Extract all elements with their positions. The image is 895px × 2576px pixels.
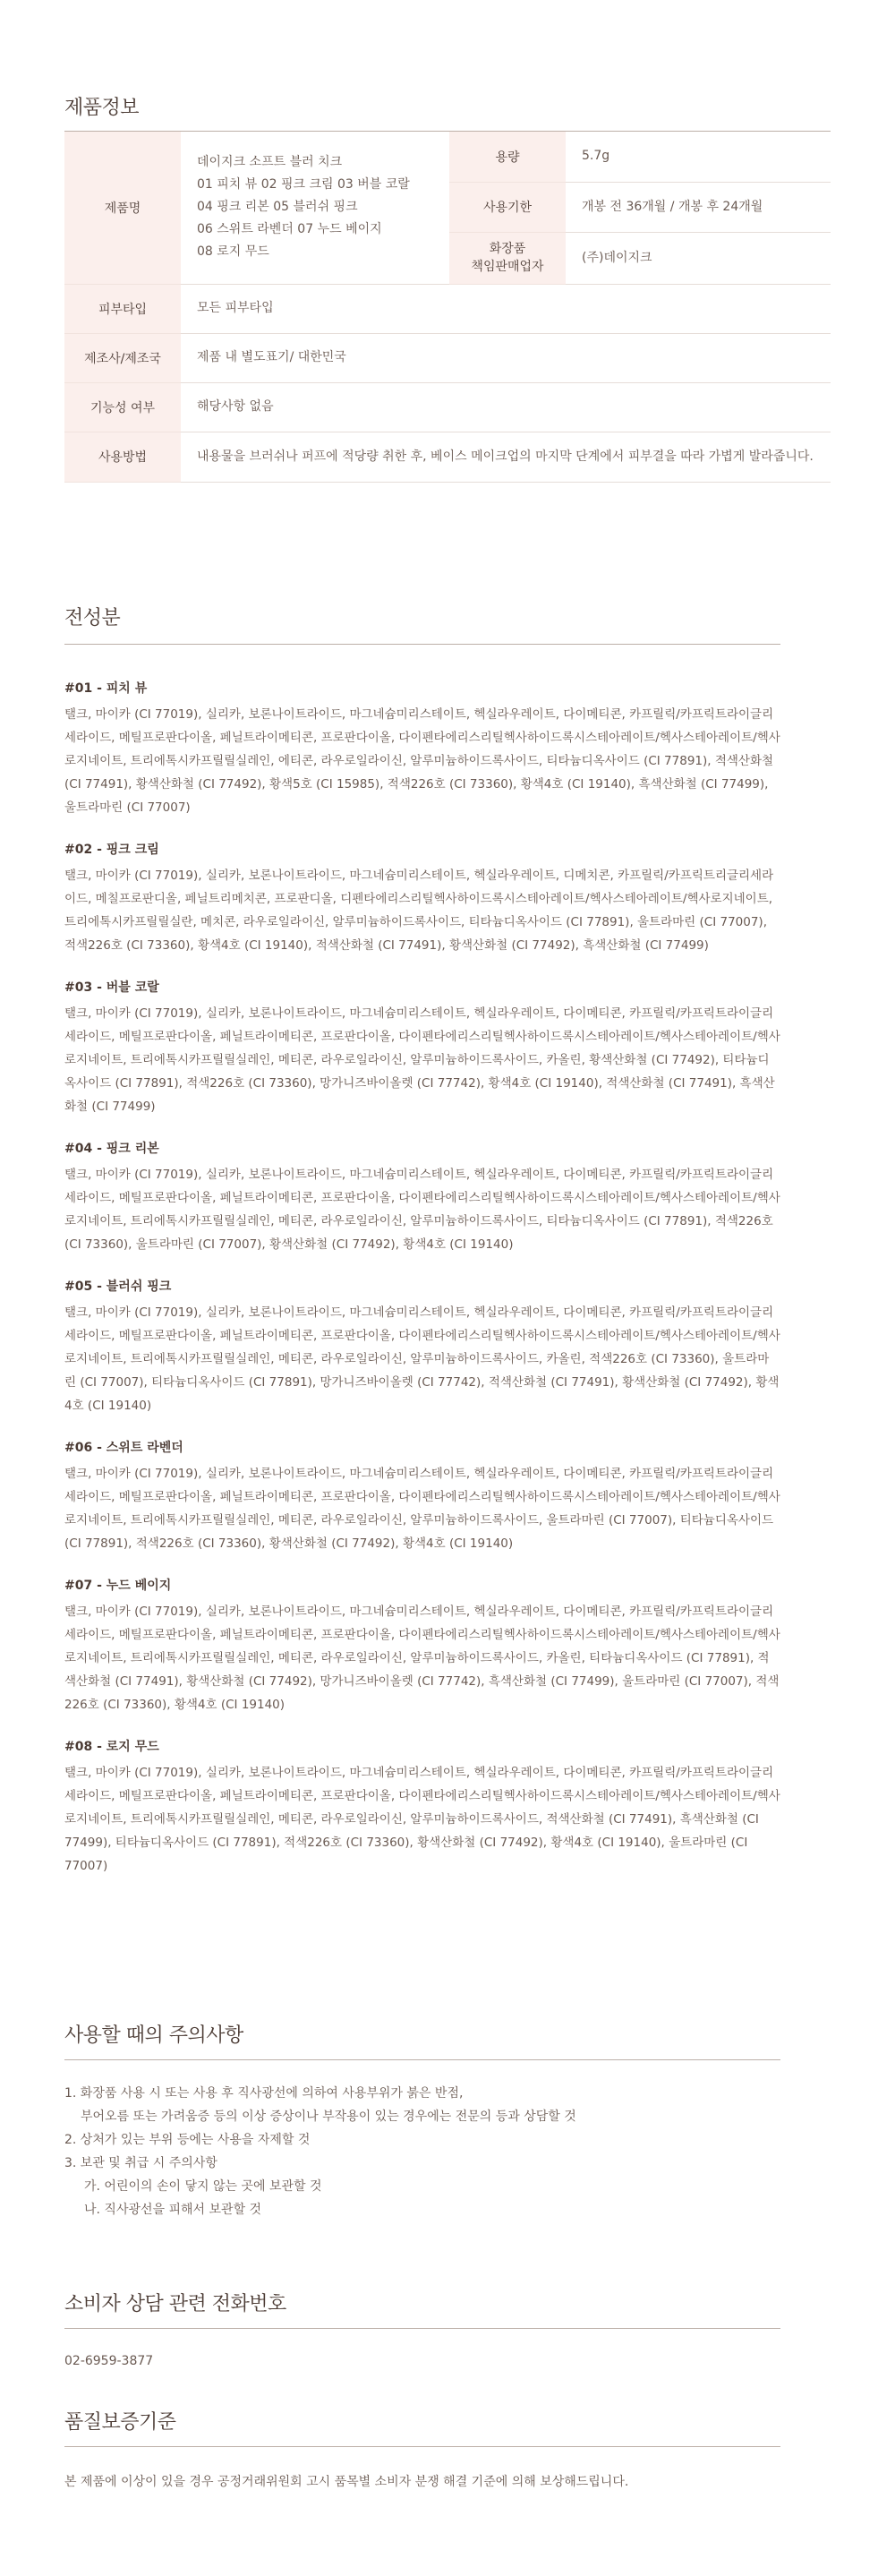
functional-label: 기능성 여부 [64, 382, 181, 432]
skin-type-label: 피부타입 [64, 284, 181, 333]
ingredient-text: 탤크, 마이카 (CI 77019), 실리카, 보론나이트라이드, 마그네슘미리스테이트, 헥실라우레이트, 다이메티콘, 카프릴릭/카프릭트라이글리세라이드, 메틸프로판다이올, 페닐트라이메티콘, 프로판다이올, 다이펜타에리스리틸헥사하이드록시스테아레이트/헥사스테아레이트/헥사로지네이트, 트리에톡시카프릴릴실레인, 메티콘, 라우로일라이신, 알루미늄하이드록사이드, 카올린, 티타늄디옥사이드 (CI 77891), 적색산화철 (CI 77491), 황색산화철 (CI 77492), 망가니즈바이올렛 (CI 77742), 흑색산화철 (CI 77499), 울트라마린 (CI 77007), 적색226호 (CI 73360), 황색4호 (CI 19140) [64, 1605, 780, 1712]
caution-item: 1. 화장품 사용 시 또는 사용 후 직사광선에 의하여 사용부위가 붉은 반점, [64, 2086, 464, 2101]
manufacturer-label: 제조사/제조국 [64, 333, 181, 382]
ingredient-shade-title: #06 - 스위트 라벤더 [64, 1441, 183, 1455]
ingredient-shade-title: #02 - 핑크 크림 [64, 843, 159, 857]
product-info-section [64, 92, 831, 483]
product-name-line: 01 피치 뷰 02 핑크 크림 03 버블 코랄 [197, 177, 410, 193]
ingredient-text: 탤크, 마이카 (CI 77019), 실리카, 보론나이트라이드, 마그네슘미리스테이트, 헥실라우레이트, 다이메티콘, 카프릴릭/카프릭트라이글리세라이드, 메틸프로판다이올, 페닐트라이메티콘, 프로판다이올, 다이펜타에리스리틸헥사하이드록시스테아레이트/헥사스테아레이트/헥사로지네이트, 트리에톡시카프릴릴실레인, 메티콘, 라우로일라이신, 알루미늄하이드록사이드, 울트라마린 (CI 77007), 티타늄디옥사이드 (CI 77891), 적색226호 (CI 73360), 황색산화철 (CI 77492), 황색4호 (CI 19140) [64, 1467, 780, 1551]
seller-value: (주)데이지크 [566, 232, 831, 284]
capacity-value: 5.7g [566, 132, 831, 182]
ingredient-text: 탤크, 마이카 (CI 77019), 실리카, 보론나이트라이드, 마그네슘미리스테이트, 헥실라우레이트, 다이메티콘, 카프릴릭/카프릭트라이글리세라이드, 메틸프로판다이올, 페닐트라이메티콘, 프로판다이올, 다이펜타에리스리틸헥사하이드록시스테아레이트/헥사스테아레이트/헥사로지네이트, 트리에톡시카프릴릴실레인, 메티콘, 라우로일라이신, 알루미늄하이드록사이드, 카올린, 적색226호 (CI 73360), 울트라마린 (CI 77007), 티타늄디옥사이드 (CI 77891), 망가니즈바이올렛 (CI 77742), 적색산화철 (CI 77491), 황색산화철 (CI 77492), 황색4호 (CI 19140) [64, 1305, 780, 1413]
manufacturer-value: 제품 내 별도표기/ 대한민국 [181, 333, 831, 382]
ingredient-text: 탤크, 마이카 (CI 77019), 실리카, 보론나이트라이드, 마그네슘미리스테이트, 헥실라우레이트, 디메치콘, 카프릴릭/카프릭트리글리세라이드, 메칠프로판디올, 페닐트리메치콘, 프로판디올, 디펜타에리스리틸헥사하이드록시스테아레이트/헥사스테아레이트/헥사로지네이트, 트리에톡시카프릴릴실란, 메치콘, 라우로일라이신, 알루미늄하이드록사이드, 티타늄디옥사이드 (CI 77891), 울트라마린 (CI 77007), 적색226호 (CI 73360), 황색4호 (CI 19140), 적색산화철 (CI 77491), 황색산화철 (CI 77492), 흑색산화철 (CI 77499) [64, 869, 774, 953]
quality-title: 품질보증기준 [64, 2411, 176, 2434]
consumer-divider [64, 2328, 780, 2329]
ingredient-text: 탤크, 마이카 (CI 77019), 실리카, 보론나이트라이드, 마그네슘미리스테이트, 헥실라우레이트, 다이메티콘, 카프릴릭/카프릭트라이글리세라이드, 메틸프로판다이올, 페닐트라이메티콘, 프로판다이올, 다이펜타에리스리틸헥사하이드록시스테아레이트/헥사스테아레이트/헥사로지네이트, 트리에톡시카프릴릴실레인, 메티콘, 라우로일라이신, 알루미늄하이드록사이드, 적색산화철 (CI 77491), 흑색산화철 (CI 77499), 티타늄디옥사이드 (CI 77891), 적색226호 (CI 73360), 황색산화철 (CI 77492), 황색4호 (CI 19140), 울트라마린 (CI 77007) [64, 1766, 780, 1873]
caution-section [64, 2020, 780, 2221]
caution-item: 2. 상처가 있는 부위 등에는 사용을 자제할 것 [64, 2133, 311, 2147]
ingredients-divider [64, 644, 780, 645]
expiry-label: 사용기한 [449, 182, 566, 232]
product-name-label: 제품명 [64, 132, 181, 284]
consumer-section [64, 2289, 780, 2368]
ingredient-shade-title: #01 - 피치 뷰 [64, 681, 148, 696]
caution-title: 사용할 때의 주의사항 [64, 2024, 243, 2047]
ingredients-section [64, 603, 780, 1898]
functional-value: 해당사항 없음 [181, 382, 831, 432]
ingredient-shade-title: #07 - 누드 베이지 [64, 1579, 172, 1593]
seller-label-line: 책임판매업자 [471, 260, 544, 274]
caution-divider [64, 2059, 780, 2060]
ingredient-shade-title: #08 - 로지 무드 [64, 1740, 159, 1754]
caution-list [64, 2082, 780, 2221]
quality-text: 본 제품에 이상이 있을 경우 공정거래위원회 고시 품목별 소비자 분쟁 해결 기준에 의해 보상해드립니다. [64, 2475, 629, 2489]
ingredient-item [64, 679, 780, 819]
expiry-value: 개봉 전 36개월 / 개봉 후 24개월 [566, 182, 831, 232]
capacity-label: 용량 [449, 132, 566, 182]
product-name-value [181, 132, 449, 284]
product-name-line: 06 스위트 라벤더 07 누드 베이지 [197, 222, 382, 237]
consumer-title: 소비자 상담 관련 전화번호 [64, 2293, 286, 2315]
caution-item: 가. 어린이의 손이 닿지 않는 곳에 보관할 것 [84, 2179, 322, 2194]
ingredient-item [64, 1438, 780, 1555]
ingredient-text: 탤크, 마이카 (CI 77019), 실리카, 보론나이트라이드, 마그네슘미리스테이트, 헥실라우레이트, 다이메티콘, 카프릴릭/카프릭트라이글리세라이드, 메틸프로판다이올, 페닐트라이메티콘, 프로판다이올, 다이펜타에리스리틸헥사하이드록시스테아레이트/헥사스테아레이트/헥사로지네이트, 트리에톡시카프릴릴실레인, 메티콘, 라우로일라이신, 알루미늄하이드록사이드, 카올린, 황색산화철 (CI 77492), 티타늄디옥사이드 (CI 77891), 적색226호 (CI 73360), 망가니즈바이올렛 (CI 77742), 황색4호 (CI 19140), 적색산화철 (CI 77491), 흑색산화철 (CI 77499) [64, 1006, 780, 1114]
ingredient-shade-title: #04 - 핑크 리본 [64, 1142, 159, 1156]
ingredient-item [64, 840, 780, 957]
caution-item: 3. 보관 및 취급 시 주의사항 [64, 2156, 217, 2170]
ingredient-item [64, 1277, 780, 1417]
seller-label [449, 232, 566, 284]
product-name-line: 데이지크 소프트 블러 치크 [197, 155, 343, 170]
caution-item: 나. 직사광선을 피해서 보관할 것 [84, 2203, 262, 2217]
skin-type-value: 모든 피부타입 [181, 284, 831, 333]
seller-label-line: 화장품 [489, 242, 526, 256]
ingredient-text: 탤크, 마이카 (CI 77019), 실리카, 보론나이트라이드, 마그네슘미리스테이트, 헥실라우레이트, 다이메티콘, 카프릴릭/카프릭트라이글리세라이드, 메틸프로판다이올, 페닐트라이메티콘, 프로판다이올, 다이펜타에리스리틸헥사하이드록시스테아레이트/헥사스테아레이트/헥사로지네이트, 트리에톡시카프릴릴실레인, 메티콘, 라우로일라이신, 알루미늄하이드록사이드, 티타늄디옥사이드 (CI 77891), 적색226호 (CI 73360), 울트라마린 (CI 77007), 황색산화철 (CI 77492), 황색4호 (CI 19140) [64, 1168, 780, 1252]
ingredients-title: 전성분 [64, 607, 121, 629]
consumer-phone: 02-6959-3877 [64, 2354, 154, 2368]
ingredient-item [64, 1576, 780, 1716]
usage-value: 내용물을 브러쉬나 퍼프에 적당량 취한 후, 베이스 메이크업의 마지막 단계에서 피부결을 따라 가볍게 발라줍니다. [181, 432, 831, 482]
usage-label: 사용방법 [64, 432, 181, 482]
product-info-table [64, 132, 831, 483]
ingredient-shade-title: #05 - 블러쉬 핑크 [64, 1279, 172, 1294]
ingredient-shade-title: #03 - 버블 코랄 [64, 980, 159, 995]
ingredient-item [64, 1737, 780, 1878]
ingredient-item [64, 978, 780, 1118]
ingredients-list [64, 679, 780, 1878]
quality-divider [64, 2446, 780, 2447]
ingredient-text: 탤크, 마이카 (CI 77019), 실리카, 보론나이트라이드, 마그네슘미리스테이트, 헥실라우레이트, 다이메티콘, 카프릴릭/카프릭트라이글리세라이드, 메틸프로판다이올, 페닐트라이메티콘, 프로판다이올, 다이펜타에리스리틸헥사하이드록시스테아레이트/헥사스테아레이트/헥사로지네이트, 트리에톡시카프릴릴실레인, 에티콘, 라우로일라이신, 알루미늄하이드록사이드, 티타늄디옥사이드 (CI 77891), 적색산화철 (CI 77491), 황색산화철 (CI 77492), 황색5호 (CI 15985), 적색226호 (CI 73360), 황색4호 (CI 19140), 흑색산화철 (CI 77499), 울트라마린 (CI 77007) [64, 707, 780, 815]
product-name-line: 08 로지 무드 [197, 244, 269, 260]
product-name-line: 04 핑크 리본 05 블러쉬 핑크 [197, 200, 358, 215]
product-info-title: 제품정보 [64, 97, 140, 119]
ingredient-item [64, 1139, 780, 1256]
caution-item: 부어오름 또는 가려움증 등의 이상 증상이나 부작용이 있는 경우에는 전문의 등과 상담할 것 [81, 2110, 576, 2124]
quality-section [64, 2407, 780, 2490]
